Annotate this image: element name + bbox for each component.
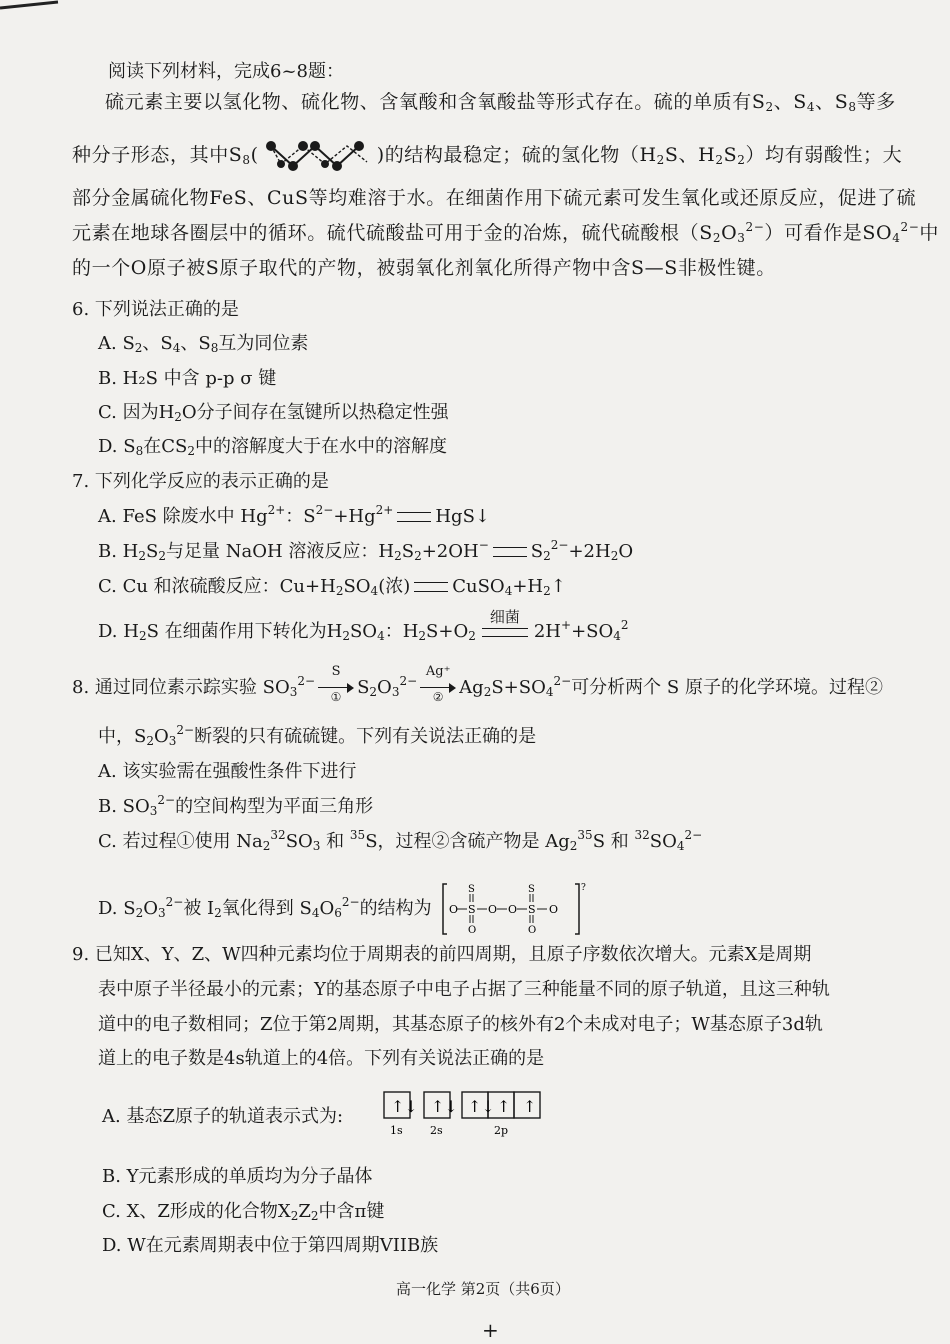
q9-option-c: C. X、Z形成的化合物$X_2Z_2$中含π键 xyxy=(102,1201,385,1223)
q9-stem-line-3: 道中的电子数相同；Z位于第2周期，其基态原子的核外有2个未成对电子；W基态原子3d轨 xyxy=(98,1014,823,1035)
q9-stem-line-1: 9. 已知X、Y、Z、W四种元素均位于周期表的前四周期，且原子序数依次增大。元素X是周期 xyxy=(72,944,812,965)
q9-option-a: A. 基态Z原子的轨道表示式为: xyxy=(102,1106,344,1127)
registration-mark: + xyxy=(482,1318,499,1342)
q6-stem: 6. 下列说法正确的是 xyxy=(72,299,239,320)
orbital-label-2p: 2p xyxy=(494,1124,509,1137)
struct-atom-o3: O xyxy=(508,903,518,916)
struct-atom-o2: O xyxy=(488,903,498,916)
struct-atom-o-bot2: O xyxy=(528,925,537,936)
q7-option-d: D. $H_2S$ 在细菌作用下转化为$H_2SO_4$：$H_2S+O_2$ 细菌 $2H^++SO_4^2$ xyxy=(98,608,629,643)
q6-option-c: C. 因为$H_2O$分子间存在氢键所以热稳定性强 xyxy=(98,402,449,424)
struct-atom-o-bot1: O xyxy=(468,925,477,936)
svg-text:↑↓: ↑↓ xyxy=(391,1097,418,1116)
q9-option-d: D. W在元素周期表中位于第四周期VIIB族 xyxy=(102,1235,439,1256)
q6-option-a: A. $S_2$、$S_4$、$S_8$互为同位素 xyxy=(98,333,309,355)
q6-option-b: B. H₂S 中含 p-p σ 键 xyxy=(98,368,277,389)
equals-sign xyxy=(397,512,431,522)
q7-option-b: B. $H_2S_2$与足量 NaOH 溶液反应：$H_2S_2+2OH^-$ $S_2^{2-}+2H_2O$ xyxy=(98,538,634,563)
orbital-label-1s: 1s xyxy=(390,1124,403,1137)
q9-stem-line-2: 表中原子半径最小的元素；Y的基态原子中电子占据了三种能量不同的原子轨道，且这三种轨 xyxy=(98,979,830,1000)
q6-option-d: D. $S_8$在$CS_2$中的溶解度大于在水中的溶解度 xyxy=(98,436,447,458)
struct-atom-s1: S xyxy=(468,903,476,916)
s4o6-structure xyxy=(441,880,591,938)
reaction-arrow-2: Ag⁺ ② xyxy=(420,676,456,700)
struct-atom-s-top2: S xyxy=(528,884,536,895)
q8-option-a: A. 该实验需在强酸性条件下进行 xyxy=(98,761,357,782)
q7-option-c: C. Cu 和浓硫酸反应：$Cu+H_2SO_4$(浓) $CuSO_4+H_2↑$ xyxy=(98,576,566,598)
passage-line-1: 硫元素主要以氢化物、硫化物、含氧酸和含氧酸盐等形式存在。硫的单质有$S_2$、$S_4$、$S_8$等多 xyxy=(105,91,896,114)
corner-scan-mark xyxy=(0,0,60,10)
struct-atom-s-top1: S xyxy=(468,884,476,895)
condition-equals-sign: 细菌 xyxy=(482,627,528,637)
struct-charge: ? xyxy=(581,883,587,893)
svg-text:↑↓: ↑↓ xyxy=(468,1097,495,1116)
q8-option-d: D. $S_2O_3^{2-}$被 $I_2$氧化得到 $S_4O_6^{2-}$的结构为 O S O O S O S O S O ? xyxy=(98,880,591,938)
q8-stem-line-2: 中，$S_2O_3^{2-}$断裂的只有硫硫键。下列有关说法正确的是 xyxy=(98,723,537,748)
struct-atom-s2: S xyxy=(528,903,536,916)
q8-option-b: B. $SO_3^{2-}$的空间构型为平面三角形 xyxy=(98,793,374,818)
q8-option-c: C. 若过程①使用 $Na_2^{32}SO_3$ 和 $^{35}$S，过程②含硫产物是 $Ag_2^{35}S$ 和 $^{32}SO_4^{2-}$ xyxy=(98,828,703,853)
passage-line-5: 的一个O原子被S原子取代的产物，被弱氧化剂氧化所得产物中含S—S非极性键。 xyxy=(72,257,776,279)
s8-crown-structure xyxy=(263,138,373,174)
orbital-diagram xyxy=(382,1090,552,1138)
struct-atom-o4: O xyxy=(549,903,559,916)
passage-line-4: 元素在地球各圈层中的循环。硫代硫酸盐可用于金的冶炼，硫代硫酸根$(S_2O_3^{2-})$可看作是$SO_4^{2-}$中 xyxy=(72,220,939,245)
passage-line-3: 部分金属硫化物FeS、CuS等均难溶于水。在细菌作用下硫元素可发生氧化或还原反应，促进了硫 xyxy=(72,187,917,209)
q7-option-a: A. FeS 除废水中 $Hg^{2+}$：$S^{2-}+Hg^{2+}$ HgS↓ xyxy=(98,503,490,527)
page-footer: 高一化学 第2页（共6页） xyxy=(396,1280,570,1298)
struct-atom-o1: O xyxy=(449,903,459,916)
passage-line-2: 种分子形态，其中$S_8$( )的结构最稳定；硫的氢化物（$H_2S$、$H_2S_2$）均有弱酸性；大 xyxy=(72,138,902,174)
q8-stem-line-1: 8. 通过同位素示踪实验 $SO_3^{2-}$ S ① $S_2O_3^{2-}$ Ag⁺ ② $Ag_2S+SO_4^{2-}$可分析两个 S 原子的化学环境。过程② xyxy=(72,664,883,704)
reaction-arrow-1: S ① xyxy=(318,676,354,700)
equals-sign xyxy=(493,547,527,557)
q7-stem: 7. 下列化学反应的表示正确的是 xyxy=(72,471,329,492)
svg-text:↑: ↑ xyxy=(497,1097,511,1116)
orbital-label-2s: 2s xyxy=(430,1124,443,1137)
intro-text: 阅读下列材料，完成6~8题： xyxy=(108,61,344,82)
q9-stem-line-4: 道上的电子数是4s轨道上的4倍。下列有关说法正确的是 xyxy=(98,1048,545,1069)
svg-text:↑: ↑ xyxy=(523,1097,537,1116)
q9-option-b: B. Y元素形成的单质均为分子晶体 xyxy=(102,1166,373,1187)
equals-sign xyxy=(414,582,448,592)
svg-text:↑↓: ↑↓ xyxy=(431,1097,458,1116)
